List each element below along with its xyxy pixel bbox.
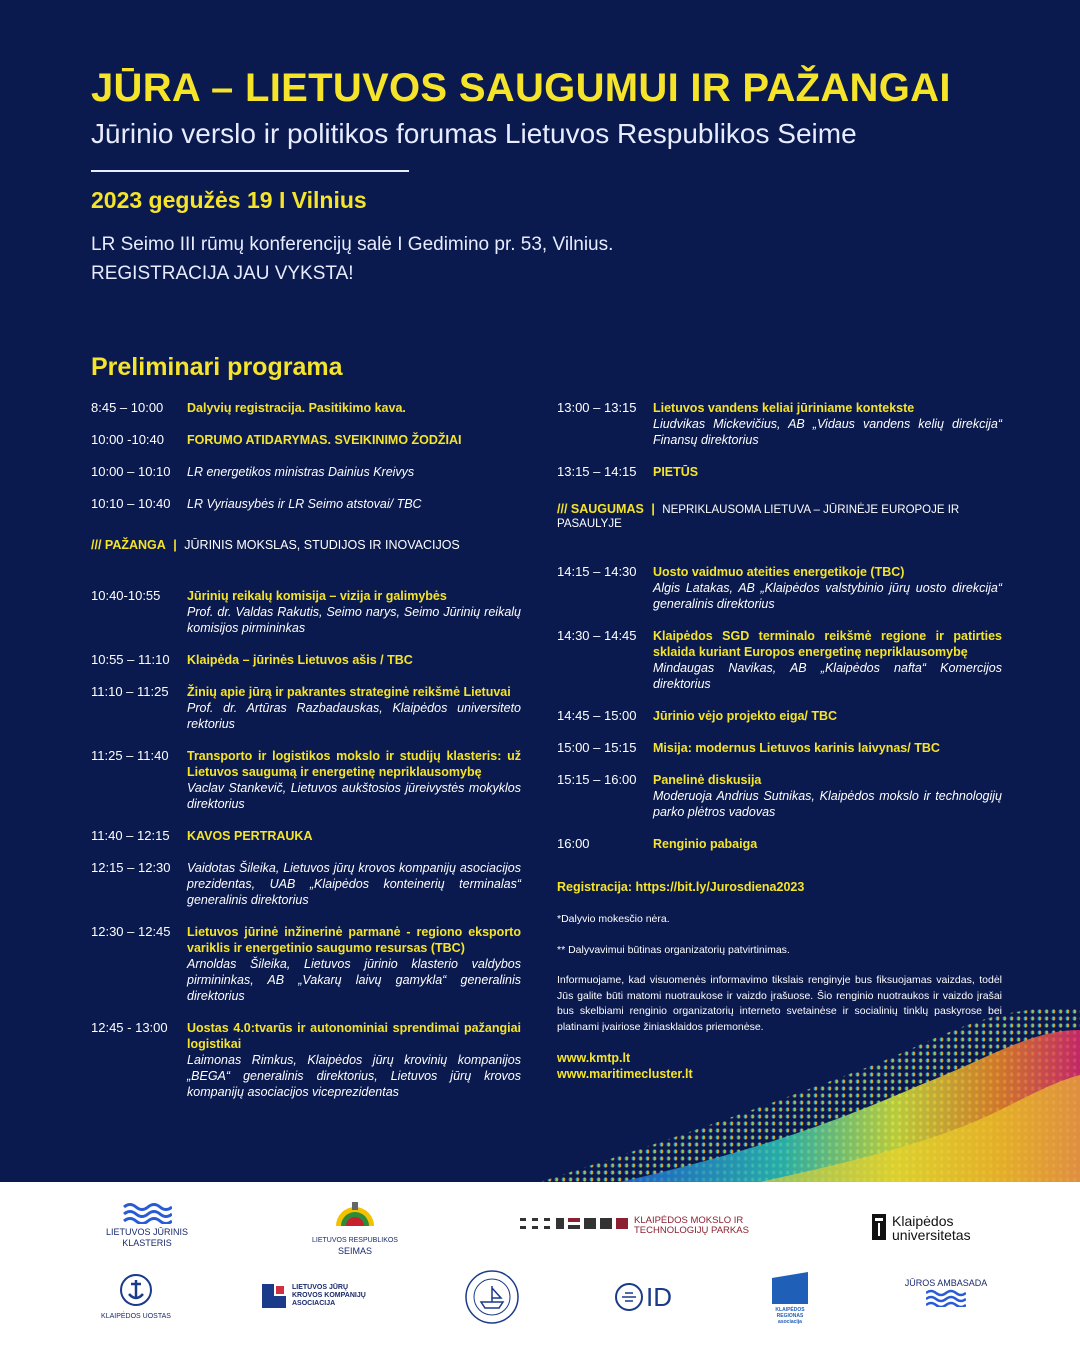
row-time: 15:15 – 16:00 — [557, 772, 637, 787]
row-desc: Prof. dr. Valdas Rakutis, Seimo narys, Seimo Jūrinių reikalų komisijos pirmininkas — [187, 605, 521, 635]
program-row — [91, 924, 521, 1004]
logo-text: KLAIPĖDOS UOSTAS — [101, 1313, 171, 1320]
program-row — [91, 652, 521, 668]
program-row — [557, 708, 1002, 724]
row-time: 14:30 – 14:45 — [557, 628, 637, 643]
logo-text: KROVOS KOMPANIJŲ — [292, 1292, 366, 1299]
program-row — [557, 628, 1002, 692]
logo-laivu-savininku-asociacija — [462, 1268, 522, 1329]
row-desc: Vaidotas Šileika, Lietuvos jūrų krovos kompanijų asociacijos prezidentas, UAB „Klaipėdos konteinerių terminalas“ generalinis direktorius — [187, 861, 521, 907]
row-time: 12:15 – 12:30 — [91, 860, 171, 875]
row-time: 14:15 – 14:30 — [557, 564, 637, 579]
page-subtitle: Jūrinio verslo ir politikos forumas Lietuvos Respublikos Seime — [91, 118, 857, 149]
row-time: 12:30 – 12:45 — [91, 924, 171, 939]
row-time: 12:45 - 13:00 — [91, 1020, 168, 1035]
university-emblem-icon — [872, 1214, 886, 1240]
row-time: 13:00 – 13:15 — [557, 400, 637, 415]
section-subtitle: JŪRINIS MOKSLAS, STUDIJOS IR INOVACIJOS — [184, 538, 460, 552]
logo-lietuvos-jurinis-klasteris — [92, 1202, 202, 1249]
logo-klaipedos-universitetas — [872, 1214, 1002, 1242]
program-row — [91, 400, 521, 416]
row-desc: Vaclav Stankevič, Lietuvos aukštosios jūreivystės mokyklos direktorius — [187, 781, 521, 811]
registration-link[interactable]: Registracija: https://bit.ly/Jurosdiena2023 — [557, 880, 805, 894]
row-time: 11:10 – 11:25 — [91, 684, 169, 699]
row-time: 11:25 – 11:40 — [91, 748, 169, 763]
logo-juros-ambasada — [896, 1278, 996, 1310]
row-time: 10:40-10:55 — [91, 588, 161, 603]
row-title: Klaipėda – jūrinės Lietuvos ašis / TBC — [187, 653, 413, 667]
venue-address: LR Seimo III rūmų konferencijų salė I Gedimino pr. 53, Vilnius. — [91, 234, 614, 255]
program-row — [91, 464, 521, 480]
logo-seimas — [300, 1196, 410, 1257]
section-bar: | — [173, 538, 177, 552]
logo-text: KLAIPĖDOS MOKSLO IR — [634, 1215, 744, 1226]
logo-text: SEIMAS — [337, 1246, 372, 1256]
program-row — [91, 748, 521, 812]
program-title: Preliminari programa — [91, 353, 343, 381]
divider — [91, 170, 409, 172]
row-time: 11:40 – 12:15 — [91, 828, 170, 843]
row-desc: Mindaugas Navikas, AB „Klaipėdos nafta“ Komercijos direktorius — [653, 661, 1002, 691]
logo-text: ASOCIACIJA — [292, 1300, 336, 1307]
logo-text: LIETUVOS RESPUBLIKOS — [312, 1237, 398, 1244]
logo-text: LIETUVOS JŪRINIS — [105, 1227, 188, 1237]
event-venue — [91, 230, 613, 288]
id-emblem-icon — [614, 1282, 644, 1312]
links-block — [557, 1050, 1002, 1082]
port-anchor-icon — [118, 1272, 154, 1308]
row-time: 10:00 -10:40 — [91, 432, 165, 447]
row-desc: Moderuoja Andrius Sutnikas, Klaipėdos mokslo ir technologijų parko plėtros vadovas — [653, 789, 1002, 819]
logo-text: REGIONAS — [776, 1313, 804, 1319]
partner-logos — [0, 1182, 1080, 1350]
link-kmtp[interactable]: www.kmtp.lt — [557, 1051, 631, 1065]
program-row — [557, 836, 1002, 852]
row-title: Dalyvių registracija. Pasitikimo kava. — [187, 401, 406, 415]
row-time: 16:00 — [557, 836, 590, 851]
row-desc: Liudvikas Mickevičius, AB „Vidaus vandens kelių direkcija“ Finansų direktorius — [653, 417, 1002, 447]
row-title: Transporto ir logistikos mokslo ir studijų klasteris: už Lietuvos saugumą ir energetinę nepriklausomybę — [187, 749, 521, 779]
note-fee: *Dalyvio mokesčio nėra. — [557, 913, 670, 925]
section-slashes: /// — [91, 538, 102, 552]
row-title: PIETŪS — [653, 465, 699, 479]
row-title: Misija: modernus Lietuvos karinis laivynas/ TBC — [653, 741, 940, 755]
waves-icon — [926, 1289, 966, 1307]
logo-text: KLAIPĖDOS — [775, 1307, 805, 1313]
row-title: Uosto vaidmuo ateities energetikoje (TBC) — [653, 565, 905, 579]
row-time: 14:45 – 15:00 — [557, 708, 637, 723]
row-desc: Arnoldas Šileika, Lietuvos jūrinio klasterio valdybos pirmininkas, AB „Vakarų laivų gamykla“ generalinis direktorius — [187, 957, 521, 1003]
row-title: Žinių apie jūrą ir pakrantes strateginė reikšmė Lietuvai — [187, 685, 511, 699]
row-title: Lietuvos jūrinė inžinerinė parmanė - regiono eksporto variklis ir energetinio saugumo resursas (TBC) — [187, 925, 521, 955]
event-date: 2023 gegužės 19 I Vilnius — [91, 187, 367, 213]
program-row — [557, 400, 1002, 448]
row-time: 13:15 – 14:15 — [557, 464, 637, 479]
program-row — [557, 464, 1002, 480]
program-row — [91, 828, 521, 844]
coat-of-arms-icon — [332, 1196, 378, 1232]
row-title: Panelinė diskusija — [653, 773, 762, 787]
program-row — [91, 684, 521, 732]
section-label: SAUGUMAS — [570, 502, 644, 516]
row-desc: Laimonas Rimkus, Klaipėdos jūrų krovinių kompanijos „BEGA“ generalinis direktorius, Lietuvos jūrų krovos kompanijų asociacijos viceprezidentas — [187, 1053, 521, 1099]
region-shape-icon — [772, 1272, 808, 1304]
logo-klaipedos-uostas — [96, 1272, 176, 1322]
row-title: Uostas 4.0:tvarūs ir autonominiai sprendimai pažangiai logistikai — [187, 1021, 521, 1051]
program-left-column — [91, 400, 521, 1116]
row-time: 10:00 – 10:10 — [91, 464, 171, 479]
section-header-pazanga — [91, 538, 521, 552]
row-time: 8:45 – 10:00 — [91, 400, 164, 415]
logo-klaipedos-regionas — [770, 1272, 810, 1325]
registration-status: REGISTRACIJA JAU VYKSTA! — [91, 263, 354, 284]
program-row — [557, 564, 1002, 612]
section-slashes: /// — [557, 502, 568, 516]
program-row — [91, 1020, 521, 1100]
waves-icon — [122, 1202, 172, 1224]
row-desc: LR Vyriausybės ir LR Seimo atstovai/ TBC — [187, 497, 422, 511]
program-row — [91, 860, 521, 908]
section-label: PAŽANGA — [104, 538, 166, 552]
page-title: JŪRA – LIETUVOS SAUGUMUI IR PAŽANGAI — [91, 66, 951, 110]
row-title: Renginio pabaiga — [653, 837, 758, 851]
row-time: 15:00 – 15:15 — [557, 740, 637, 755]
logo-text: universitetas — [892, 1227, 971, 1243]
row-title: Lietuvos vandens keliai jūriniame kontekste — [653, 401, 915, 415]
row-desc: LR energetikos ministras Dainius Kreivys — [187, 465, 415, 479]
program-row — [91, 588, 521, 636]
note-privacy: Informuojame, kad visuomenės informavimo tikslais renginyje bus fiksuojamas vaizdas, todėl Jūs galite būti matomi nuotraukose ir vaizdo įrašuose. Šio renginio nuotraukos ir vaizdo įrašai bus skelbiami renginio organizatorių interneto svetainėse ir socialinių tinklų paskyrose bei platinami įvairiose žiniasklaidos priemonėse. — [557, 974, 1002, 1033]
logo-text: KLASTERIS — [122, 1238, 172, 1248]
row-title: FORUMO ATIDARYMAS. SVEIKINIMO ŽODŽIAI — [187, 433, 462, 447]
logo-text: TECHNOLOGIJŲ PARKAS — [634, 1225, 749, 1236]
logo-text: ID — [646, 1282, 672, 1312]
logo-text: asociacija — [778, 1319, 802, 1325]
row-title: Jūrinių reikalų komisija – vizija ir galimybės — [187, 589, 447, 603]
kmtp-pattern-icon — [520, 1216, 628, 1232]
ship-seal-icon — [463, 1268, 521, 1326]
logo-text: JŪROS AMBASADA — [904, 1278, 988, 1288]
program-row — [91, 432, 521, 448]
left-items-a — [91, 400, 521, 512]
logo-text: Klaipėdos — [892, 1213, 954, 1229]
link-maritimecluster[interactable]: www.maritimecluster.lt — [557, 1067, 693, 1081]
row-title: KAVOS PERTRAUKA — [187, 829, 313, 843]
row-time: 10:10 – 10:40 — [91, 496, 171, 511]
program-right-column — [557, 400, 1002, 1082]
note-approval: ** Dalyvavimui būtinas organizatorių patvirtinimas. — [557, 943, 790, 956]
section-subtitle: NEPRIKLAUSOMA LIETUVA – JŪRINĖJE EUROPOJE IR PASAULYJE — [557, 504, 960, 530]
program-row — [557, 772, 1002, 820]
row-desc: Algis Latakas, AB „Klaipėdos valstybinio jūrų uosto direkcija“ generalinis direktorius — [653, 581, 1002, 611]
section-bar: | — [651, 502, 655, 516]
ljkka-square-icon — [262, 1284, 286, 1308]
row-desc: Prof. dr. Artūras Razbadauskas, Klaipėdos universiteto rektorius — [187, 701, 521, 731]
section-header-saugumas — [557, 502, 1002, 530]
logo-kmtp — [520, 1216, 760, 1236]
logo-ljkka — [262, 1284, 392, 1308]
logo-id — [614, 1282, 684, 1312]
row-time: 10:55 – 11:10 — [91, 652, 170, 667]
row-title: Jūrinio vėjo projekto eiga/ TBC — [653, 709, 838, 723]
program-row — [91, 496, 521, 512]
logo-text: LIETUVOS JŪRŲ — [292, 1284, 349, 1291]
row-title: Klaipėdos SGD terminalo reikšmė regione ir patirties sklaida kuriant Europos energetinę nepriklausomybę — [653, 629, 1002, 659]
left-items-b — [91, 588, 521, 1100]
program-row — [557, 740, 1002, 756]
